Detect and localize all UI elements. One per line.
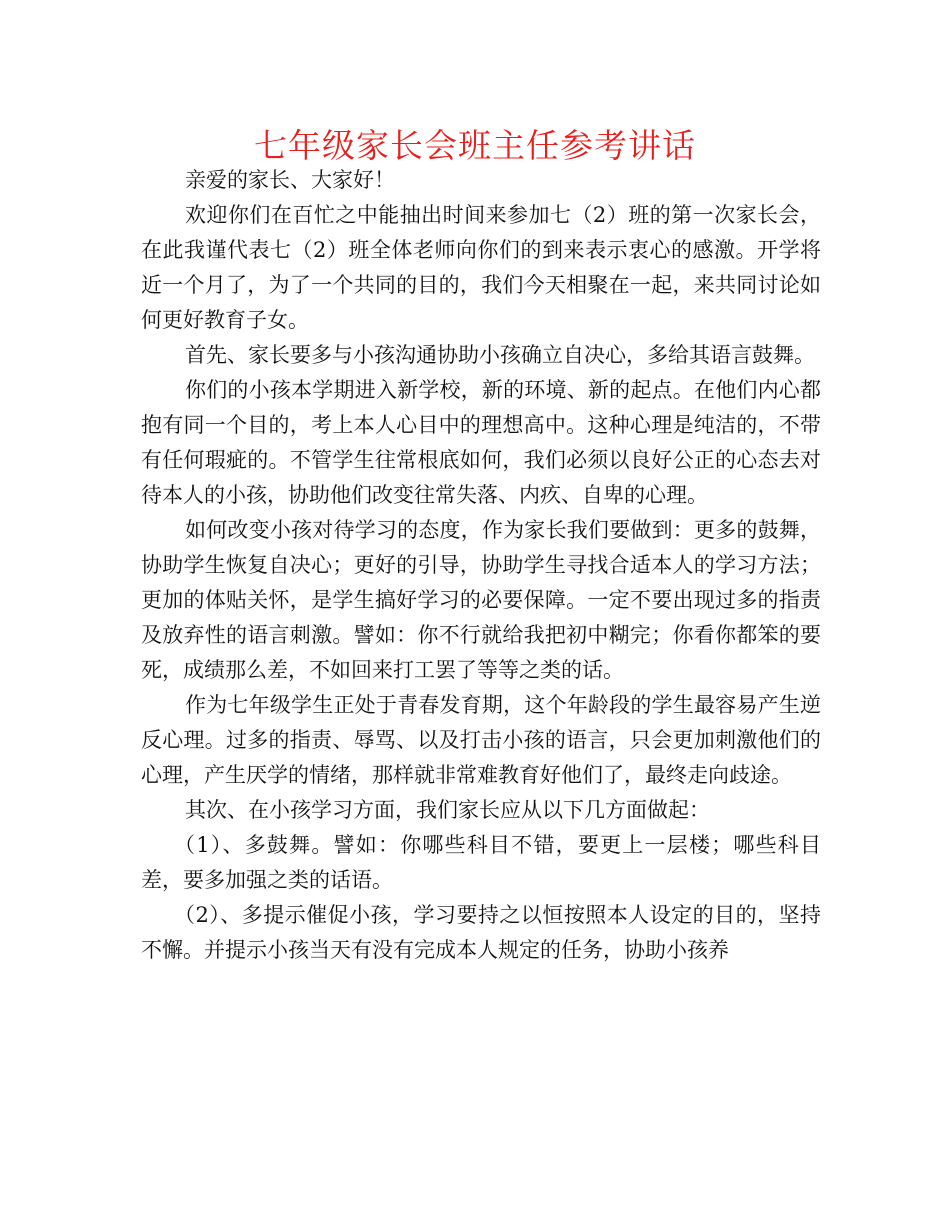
first-point-paragraph: 首先、家长要多与小孩沟通协助小孩确立自决心，多给其语言鼓舞。 xyxy=(185,343,815,367)
list-item-2: （2）、多提示催促小孩，学习要持之以恒按照本人设定的目的，坚持不懈。并提示小孩当天有没有完成本人规定的任务，协助小孩养 xyxy=(141,903,821,962)
greeting-paragraph: 亲爱的家长、大家好！ xyxy=(185,168,395,192)
document-title: 七年级家长会班主任参考讲话 xyxy=(254,126,696,165)
list-item-1: （1）、多鼓舞。譬如：你哪些科目不错，要更上一层楼；哪些科目差，要多加强之类的话语。 xyxy=(141,833,821,892)
attitude-paragraph: 如何改变小孩对待学习的态度，作为家长我们要做到：更多的鼓舞，协助学生恢复自决心；更好的引导，协助学生寻找合适本人的学习方法；更加的体贴关怀，是学生搞好学习的必要保障。一定不要出现过多的指责及放弃性的语言刺激。譬如：你不行就给我把初中糊完；你看你都笨的要死，成绩那么差，不如回来打工罢了等等之类的话。 xyxy=(141,518,821,682)
welcome-paragraph: 欢迎你们在百忙之中能抽出时间来参加七（2）班的第一次家长会，在此我谨代表七（2）班全体老师向你们的到来表示衷心的感激。开学将近一个月了，为了一个共同的目的，我们今天相聚在一起，来共同讨论如何更好教育子女。 xyxy=(141,203,821,332)
adolescence-paragraph: 作为七年级学生正处于青春发育期，这个年龄段的学生最容易产生逆反心理。过多的指责、辱骂、以及打击小孩的语言，只会更加刺激他们的心理，产生厌学的情绪，那样就非常难教育好他们了，最终走向歧途。 xyxy=(141,693,821,787)
document-body xyxy=(141,163,821,968)
second-point-paragraph: 其次、在小孩学习方面，我们家长应从以下几方面做起： xyxy=(185,798,710,822)
new-school-paragraph: 你们的小孩本学期进入新学校，新的环境、新的起点。在他们内心都抱有同一个目的，考上本人心目中的理想高中。这种心理是纯洁的，不带有任何瑕疵的。不管学生往常根底如何，我们必须以良好公正的心态去对待本人的小孩，协助他们改变往常失落、内疚、自卑的心理。 xyxy=(141,378,821,507)
